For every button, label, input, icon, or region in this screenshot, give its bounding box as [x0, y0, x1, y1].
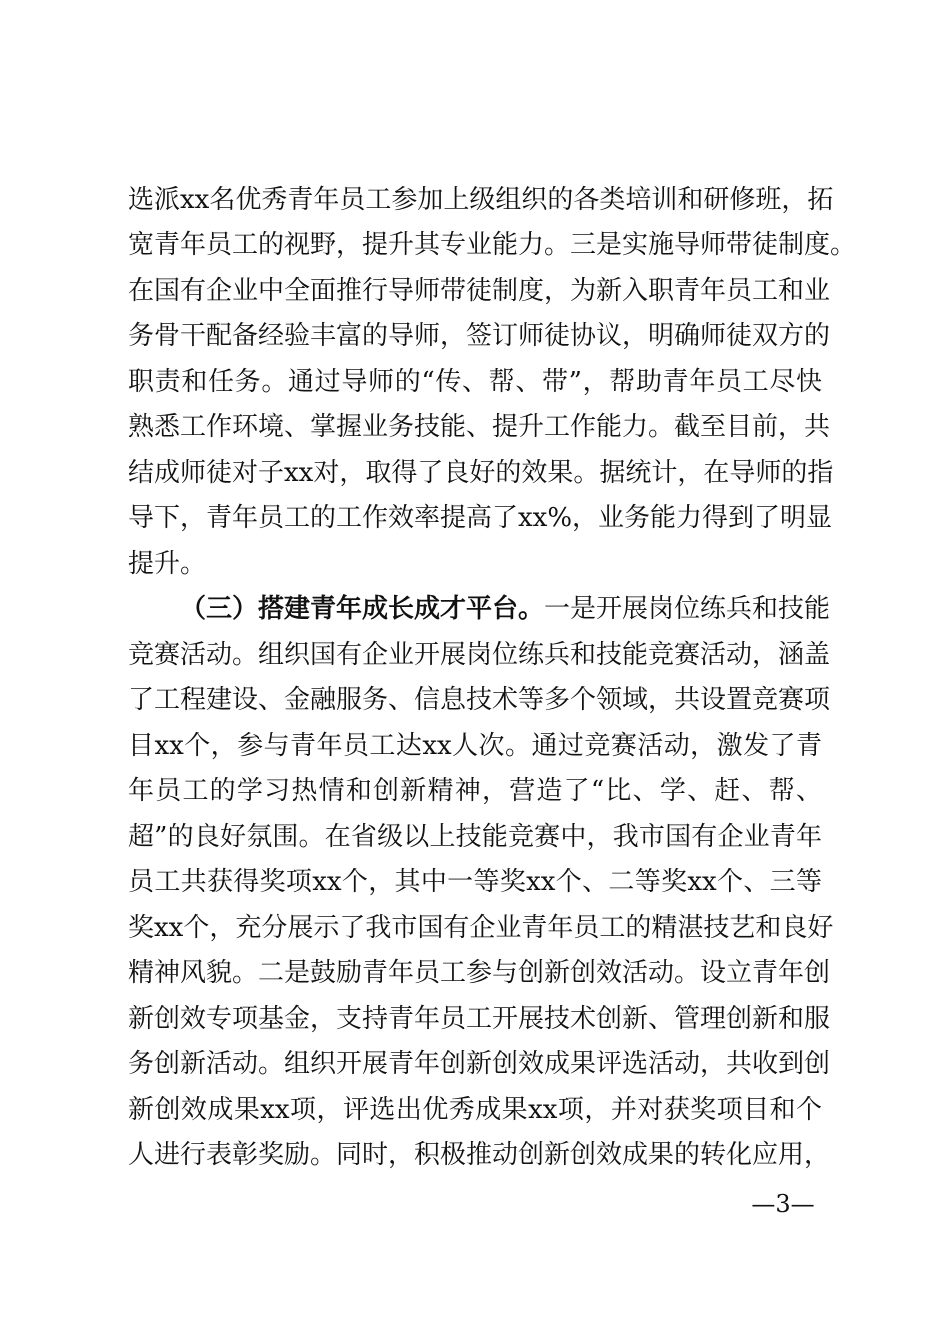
- body-line: 务骨干配备经验丰富的导师，签订师徒协议，明确师徒双方的: [128, 321, 831, 351]
- body-line: 在国有企业中全面推行导师带徒制度，为新入职青年员工和业: [128, 276, 831, 306]
- body-line: 提升。: [128, 549, 207, 579]
- body-line: 导下，青年员工的工作效率提高了xx%，业务能力得到了明显: [128, 503, 833, 533]
- body-line: 员工共获得奖项xx个，其中一等奖xx个、二等奖xx个、三等: [128, 867, 822, 897]
- body-line: 新创效专项基金，支持青年员工开展技术创新、管理创新和服: [128, 1004, 831, 1034]
- body-line: 结成师徒对子xx对，取得了良好的效果。据统计，在导师的指: [128, 458, 834, 488]
- section-heading: （三）搭建青年成长成才平台。: [180, 594, 545, 624]
- body-line: 年员工的学习热情和创新精神，营造了“比、学、赶、帮、: [128, 776, 822, 806]
- body-line: 竞赛活动。组织国有企业开展岗位练兵和技能竞赛活动，涵盖: [128, 640, 831, 670]
- body-line: 熟悉工作环境、掌握业务技能、提升工作能力。截至目前，共: [128, 412, 831, 442]
- section-heading-line: [180, 594, 831, 624]
- body-line: 了工程建设、金融服务、信息技术等多个领域，共设置竞赛项: [128, 685, 831, 715]
- body-line: 人进行表彰奖励。同时，积极推动创新创效成果的转化应用，: [128, 1140, 831, 1170]
- body-line: 目xx个，参与青年员工达xx人次。通过竞赛活动，激发了青: [128, 731, 822, 761]
- body-line: 新创效成果xx项，评选出优秀成果xx项，并对获奖项目和个: [128, 1095, 822, 1125]
- body-line: 超”的良好氛围。在省级以上技能竞赛中，我市国有企业青年: [128, 822, 822, 852]
- body-line: 精神风貌。二是鼓励青年员工参与创新创效活动。设立青年创: [128, 958, 831, 988]
- body-line: 职责和任务。通过导师的“传、帮、带”，帮助青年员工尽快: [128, 367, 822, 397]
- section-heading-rest: 一是开展岗位练兵和技能: [544, 594, 831, 624]
- body-line: 务创新活动。组织开展青年创新创效成果评选活动，共收到创: [128, 1049, 831, 1079]
- body-line: 宽青年员工的视野，提升其专业能力。三是实施导师带徒制度。: [128, 230, 857, 260]
- body-line: 奖xx个，充分展示了我市国有企业青年员工的精湛技艺和良好: [128, 913, 834, 943]
- body-line: 选派xx名优秀青年员工参加上级组织的各类培训和研修班，拓: [128, 185, 834, 215]
- page-number: —3—: [751, 1190, 815, 1218]
